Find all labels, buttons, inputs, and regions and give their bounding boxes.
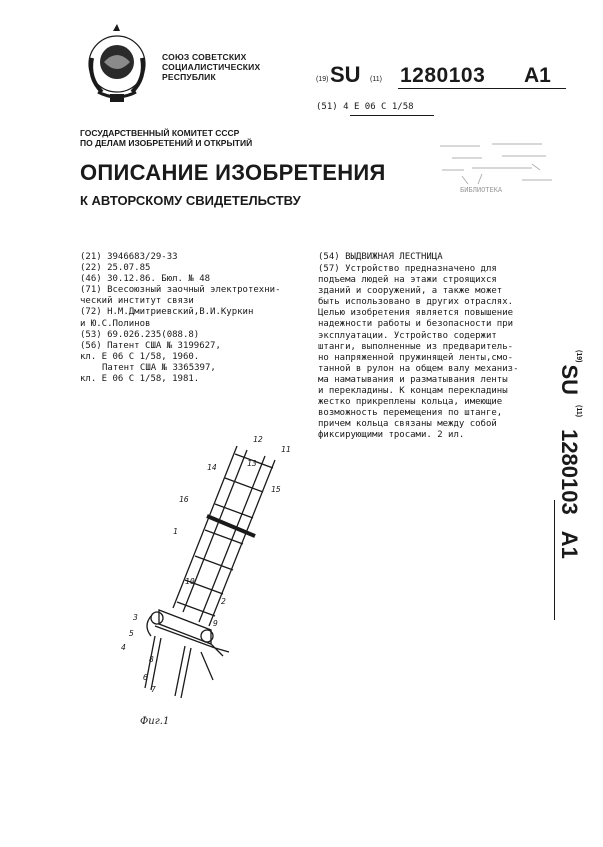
ladder-drawing-icon [145,446,275,698]
biblio-line: (22) 25.07.85 [80,263,151,274]
figure-label: 13 [247,459,257,468]
ladder-figure [115,430,305,705]
side-patent-number [546,350,586,670]
biblio-line: Патент США № 3365397, [102,362,216,373]
inid-code-11: (11) [370,76,382,83]
side-kind-code: A1 [557,530,582,559]
union-name [162,52,260,82]
abstract-line: эксплуатации. Устройство содержит [318,330,497,341]
abstract-line: зданий и сооружений, а также может [318,286,503,297]
patent-number-underline [398,88,566,89]
biblio-line: (71) Всесоюзный заочный электротехни- [80,285,281,296]
figure-label: 5 [129,629,134,638]
abstract-line: жестко прикреплены кольца, имеющие [318,397,503,408]
figure-label: 14 [207,463,217,472]
ipc-prefix: (51) 4 [316,102,349,112]
biblio-line: ческий институт связи [80,296,194,307]
figure-label: 16 [179,495,189,504]
figure-label: 1 [173,527,178,536]
library-stamp [432,136,562,204]
committee-line: ГОСУДАРСТВЕННЫЙ КОМИТЕТ СССР [80,128,240,138]
patent-number-header [316,62,586,88]
figure-label: 4 [121,643,126,652]
abstract-line: и перекладины. К концам перекладины [318,386,508,397]
figure-label: 2 [221,597,226,606]
union-line: РЕСПУБЛИК [162,72,216,82]
figure-label: 8 [149,655,154,664]
inid-code-19: (19) [316,76,329,83]
figure-label: 9 [213,619,218,628]
country-code: SU [330,62,361,87]
side-number: 1280103 [557,429,582,515]
ipc-class: E 06 C 1/58 [353,102,414,112]
kind-code: A1 [524,64,551,87]
biblio-line: кл. Е 06 С 1/58, 1960. [80,351,200,362]
invention-title: (54) ВЫДВИЖНАЯ ЛЕСТНИЦА [318,252,443,262]
abstract-line: Целью изобретения является повышение [318,308,514,319]
bibliographic-data [80,252,320,385]
biblio-line: (56) Патент США № 3199627, [80,340,221,351]
patent-number: 1280103 [400,64,486,87]
figure-label: 3 [133,613,138,622]
union-line: СОЦИАЛИСТИЧЕСКИХ [162,62,261,72]
figure-label: 11 [281,445,291,454]
document-subtitle: К АВТОРСКОМУ СВИДЕТЕЛЬСТВУ [80,193,301,208]
ipc-underline [350,115,434,116]
figure-label: 10 [185,577,195,586]
figure-label: 6 [143,673,148,682]
committee-line: ПО ДЕЛАМ ИЗОБРЕТЕНИЙ И ОТКРЫТИЙ [80,138,253,148]
ussr-emblem-icon [80,18,154,110]
biblio-line: кл. Е 06 С 1/58, 1981. [80,374,200,385]
abstract-line: (57) Устройство предназначено для [318,264,497,274]
union-line: СОЮЗ СОВЕТСКИХ [162,52,247,62]
figure-label: 12 [253,435,263,444]
biblio-line: (21) 3946683/29-33 [80,252,178,262]
biblio-line: (46) 30.12.86. Бюл. № 48 [80,274,211,285]
abstract-line: ма наматывания и разматывания ленты [318,374,508,385]
biblio-line: (53) 69.026.235(088.8) [80,329,200,340]
document-title: ОПИСАНИЕ ИЗОБРЕТЕНИЯ [80,160,386,185]
abstract-line: штанги, выполненные из предваритель- [318,341,514,352]
committee-name [80,128,252,148]
abstract-line: подъема людей на этажи строящихся [318,275,497,286]
figure-caption: Фиг.1 [140,716,170,727]
abstract-line: танной в рулон на общем валу механиз- [318,363,519,374]
side-inid-11: (11) [575,405,582,418]
biblio-line: и Ю.С.Полинов [80,318,151,329]
abstract-line: но напряженной пружинящей ленты,смо- [318,352,514,363]
abstract-line: возможность перемещения по штанге, [318,408,503,419]
figure-label: 15 [271,485,281,494]
abstract-line: причем кольца связаны между собой [318,419,497,430]
abstract-text [318,264,550,442]
stamp-text: БИБЛИОТЕКА [460,186,503,194]
figure-label: 7 [151,685,156,694]
side-country-code: SU [557,364,582,396]
abstract-line: надежности работы и безопасности при [318,319,514,330]
side-rule [554,500,555,620]
side-inid-19: (19) [575,350,582,363]
biblio-line: (72) Н.М.Дмитриевский,В.И.Куркин [80,307,254,318]
ipc-classification [316,102,414,112]
abstract-line: быть использовано в других отраслях. [318,297,514,308]
abstract-line: фиксирующими тросами. 2 ил. [318,430,465,441]
